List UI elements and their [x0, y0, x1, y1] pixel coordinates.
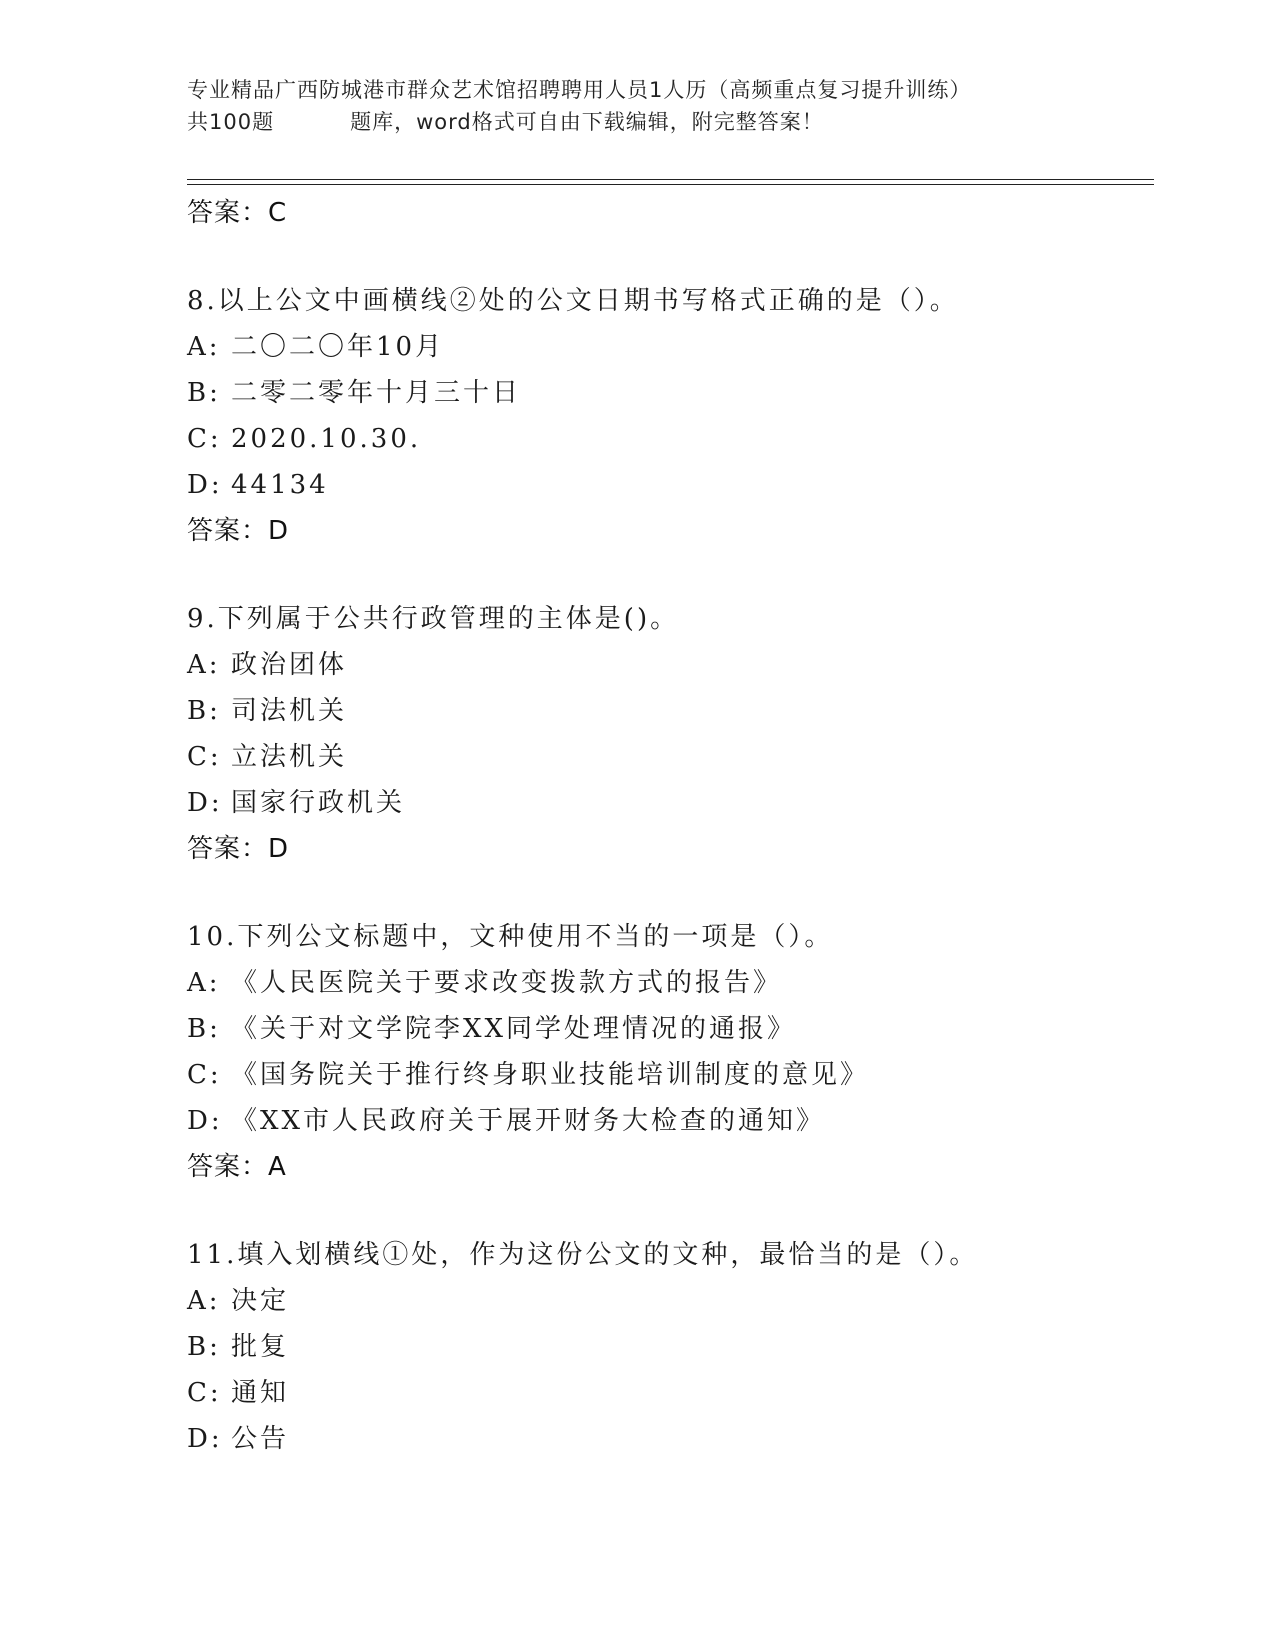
option-label: A:	[187, 332, 221, 362]
option-a	[187, 1278, 1147, 1324]
question-9	[187, 596, 1147, 872]
option-text: 公告	[231, 1424, 290, 1454]
option-d	[187, 1098, 1147, 1144]
question-list	[187, 190, 1147, 1462]
question-stem: 11.填入划横线①处，作为这份公文的文种，最恰当的是（）。	[187, 1240, 979, 1270]
option-text: 决定	[231, 1286, 290, 1316]
option-text: 通知	[231, 1378, 290, 1408]
option-label: B:	[187, 378, 221, 408]
option-text: 2020.10.30.	[231, 424, 422, 454]
option-text: 批复	[231, 1332, 290, 1362]
option-label: D:	[187, 1106, 223, 1136]
option-label: A:	[187, 650, 221, 680]
option-b	[187, 1006, 1147, 1052]
option-label: D:	[187, 470, 223, 500]
option-text: 《国务院关于推行终身职业技能培训制度的意见》	[231, 1060, 870, 1090]
option-a	[187, 324, 1147, 370]
option-d	[187, 1416, 1147, 1462]
option-text: 《人民医院关于要求改变拨款方式的报告》	[231, 968, 783, 998]
question-10	[187, 914, 1147, 1190]
option-label: D:	[187, 1424, 223, 1454]
option-d	[187, 780, 1147, 826]
question-stem: 9.下列属于公共行政管理的主体是()。	[187, 604, 680, 634]
option-label: C:	[187, 1378, 222, 1408]
option-d	[187, 462, 1147, 508]
previous-answer: 答案：C	[187, 198, 288, 228]
option-label: B:	[187, 1014, 221, 1044]
answer-line: 答案：D	[187, 516, 290, 546]
option-b	[187, 1324, 1147, 1370]
question-11	[187, 1232, 1147, 1462]
option-a	[187, 642, 1147, 688]
option-label: C:	[187, 1060, 222, 1090]
header-divider-bottom	[187, 184, 1154, 185]
question-8	[187, 278, 1147, 554]
option-label: A:	[187, 968, 221, 998]
question-stem: 8.以上公文中画横线②处的公文日期书写格式正确的是（）。	[187, 286, 959, 316]
option-text: 司法机关	[231, 696, 348, 726]
option-c	[187, 1370, 1147, 1416]
option-a	[187, 960, 1147, 1006]
option-text: 政治团体	[231, 650, 348, 680]
option-label: B:	[187, 1332, 221, 1362]
answer-line: 答案：A	[187, 1152, 287, 1182]
option-label: A:	[187, 1286, 221, 1316]
option-text: 二零二零年十月三十日	[231, 378, 522, 408]
answer-line: 答案：D	[187, 834, 290, 864]
option-c	[187, 1052, 1147, 1098]
page-header	[187, 74, 1147, 138]
option-text: 二〇二〇年10月	[231, 332, 445, 362]
option-text: 《XX市人民政府关于展开财务大检查的通知》	[231, 1106, 826, 1136]
question-stem: 10.下列公文标题中，文种使用不当的一项是（）。	[187, 922, 834, 952]
option-text: 国家行政机关	[231, 788, 406, 818]
header-subtitle	[187, 106, 1147, 138]
option-b	[187, 688, 1147, 734]
option-label: C:	[187, 742, 222, 772]
option-text: 《关于对文学院李XX同学处理情况的通报》	[231, 1014, 797, 1044]
header-description: 题库，word格式可自由下载编辑，附完整答案！	[350, 110, 824, 134]
option-label: D:	[187, 788, 223, 818]
header-question-count: 共100题	[187, 110, 275, 134]
option-label: B:	[187, 696, 221, 726]
option-c	[187, 734, 1147, 780]
option-text: 44134	[231, 470, 329, 500]
option-text: 立法机关	[231, 742, 348, 772]
option-b	[187, 370, 1147, 416]
option-c	[187, 416, 1147, 462]
header-divider-top	[187, 179, 1154, 180]
header-title: 专业精品广西防城港市群众艺术馆招聘聘用人员1人历（高频重点复习提升训练）	[187, 78, 972, 102]
option-label: C:	[187, 424, 222, 454]
